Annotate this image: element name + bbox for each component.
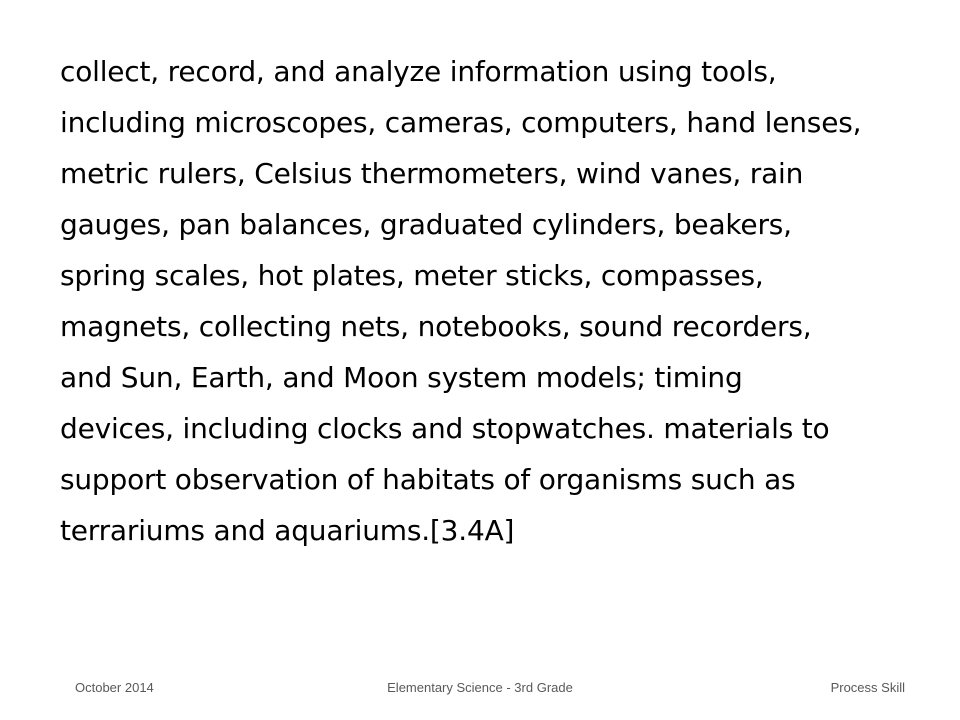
body-line-3: metric rulers, Celsius thermometers, wind vanes, rain (60, 157, 804, 190)
footer-date: October 2014 (75, 680, 154, 695)
body-line-8: devices, including clocks and stopwatches. materials to (60, 412, 830, 445)
body-line-4: gauges, pan balances, graduated cylinders, beakers, (60, 208, 792, 241)
body-line-6: magnets, collecting nets, notebooks, sound recorders, (60, 310, 812, 343)
body-line-10: terrariums and aquariums.[3.4A] (60, 514, 515, 547)
body-line-1: collect, record, and analyze information using tools, (60, 55, 777, 88)
body-line-9: support observation of habitats of organisms such as (60, 463, 796, 496)
footer-course: Elementary Science - 3rd Grade (387, 680, 573, 695)
body-line-7: and Sun, Earth, and Moon system models; timing (60, 361, 743, 394)
footer-topic: Process Skill (830, 680, 905, 695)
body-line-5: spring scales, hot plates, meter sticks, compasses, (60, 259, 764, 292)
slide-body-text (60, 46, 920, 556)
body-line-2: including microscopes, cameras, computers, hand lenses, (60, 106, 862, 139)
